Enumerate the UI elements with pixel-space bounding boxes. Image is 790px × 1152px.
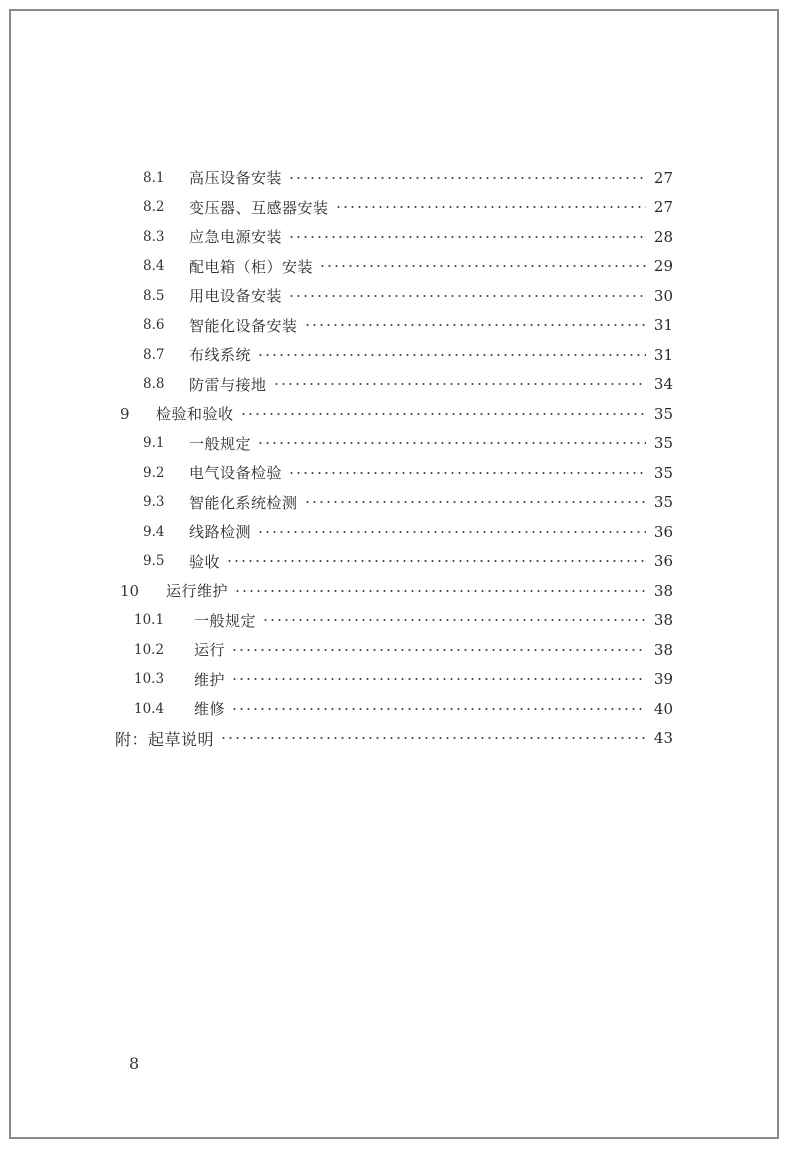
toc-entry-page: 34 xyxy=(653,375,673,394)
toc-leader-dots xyxy=(231,708,646,710)
toc-entry-title: 一般规定 xyxy=(189,434,252,453)
toc-leader-dots xyxy=(257,354,646,356)
toc-leader-dots xyxy=(304,324,646,326)
toc-leader-dots xyxy=(220,737,646,739)
toc-entry-title: 用电设备安装 xyxy=(189,287,283,306)
toc-entry-page: 27 xyxy=(653,168,673,187)
toc-entry-page: 38 xyxy=(653,611,673,630)
toc-entry-title: 布线系统 xyxy=(189,346,252,365)
toc-entry-10-2[interactable] xyxy=(134,635,673,665)
toc-entry-page: 29 xyxy=(653,257,673,276)
toc-entry-number: 8.8 xyxy=(143,376,165,393)
toc-entry-10-1[interactable] xyxy=(134,606,673,636)
toc-entry-page: 38 xyxy=(653,581,673,600)
toc-entry-title: 检验和验收 xyxy=(156,405,234,424)
toc-entry-number: 10.3 xyxy=(134,671,165,688)
toc-entry-number: 9.4 xyxy=(143,523,165,540)
toc-entry-title: 附：起草说明 xyxy=(115,729,215,749)
toc-entry-number: 9.2 xyxy=(143,464,165,481)
toc-leader-dots xyxy=(288,177,646,179)
toc-entry-number: 9.3 xyxy=(143,494,165,511)
toc-entry-page: 35 xyxy=(653,463,673,482)
toc-entry-title: 维修 xyxy=(194,700,226,719)
toc-entry-number: 8.1 xyxy=(143,169,165,186)
toc-entry-appendix[interactable] xyxy=(115,724,673,754)
toc-entry-page: 39 xyxy=(653,670,673,689)
toc-entry-number: 10 xyxy=(120,581,140,600)
toc-entry-page: 35 xyxy=(653,404,673,423)
toc-entry-page: 36 xyxy=(653,552,673,571)
toc-entry-9[interactable] xyxy=(120,399,673,429)
toc-entry-9-2[interactable] xyxy=(143,458,673,488)
toc-leader-dots xyxy=(262,619,646,621)
toc-entry-8-6[interactable] xyxy=(143,311,673,341)
toc-entry-9-3[interactable] xyxy=(143,488,673,518)
toc-entry-8-2[interactable] xyxy=(143,193,673,223)
toc-entry-page: 35 xyxy=(653,493,673,512)
toc-leader-dots xyxy=(231,649,646,651)
toc-leader-dots xyxy=(288,295,646,297)
toc-entry-number: 9 xyxy=(120,404,130,423)
toc-entry-number: 9.1 xyxy=(143,435,165,452)
toc-entry-number: 8.5 xyxy=(143,287,165,304)
toc-entry-page: 35 xyxy=(653,434,673,453)
toc-entry-title: 智能化系统检测 xyxy=(189,493,298,512)
toc-leader-dots xyxy=(273,383,646,385)
toc-entry-10-4[interactable] xyxy=(134,694,673,724)
toc-entry-page: 38 xyxy=(653,640,673,659)
toc-entry-title: 一般规定 xyxy=(194,611,257,630)
toc-entry-number: 10.4 xyxy=(134,700,165,717)
toc-entry-title: 线路检测 xyxy=(189,523,252,542)
toc-entry-title: 运行维护 xyxy=(166,582,229,601)
toc-entry-number: 8.7 xyxy=(143,346,165,363)
toc-entry-title: 防雷与接地 xyxy=(189,375,267,394)
toc-entry-page: 27 xyxy=(653,198,673,217)
toc-entry-title: 高压设备安装 xyxy=(189,169,283,188)
toc-entry-9-4[interactable] xyxy=(143,517,673,547)
toc-entry-page: 40 xyxy=(653,699,673,718)
toc-entry-page: 31 xyxy=(653,316,673,335)
toc-entry-page: 36 xyxy=(653,522,673,541)
toc-leader-dots xyxy=(240,413,646,415)
toc-leader-dots xyxy=(257,531,646,533)
toc-entry-number: 8.2 xyxy=(143,199,165,216)
toc-leader-dots xyxy=(335,206,646,208)
toc-entry-number: 8.6 xyxy=(143,317,165,334)
toc-entry-8-7[interactable] xyxy=(143,340,673,370)
toc-entry-title: 变压器、互感器安装 xyxy=(189,198,329,217)
toc-entry-number: 8.3 xyxy=(143,228,165,245)
toc-entry-title: 验收 xyxy=(189,552,221,571)
toc-leader-dots xyxy=(288,472,646,474)
page-frame xyxy=(9,9,779,1139)
toc-entry-number: 9.5 xyxy=(143,553,165,570)
toc-leader-dots xyxy=(304,501,646,503)
toc-entry-page: 31 xyxy=(653,345,673,364)
toc-entry-title: 配电箱（柜）安装 xyxy=(189,257,314,276)
toc-entry-page: 28 xyxy=(653,227,673,246)
toc-leader-dots xyxy=(226,560,646,562)
toc-entry-9-5[interactable] xyxy=(143,547,673,577)
page-number: 8 xyxy=(129,1054,140,1073)
toc-entry-title: 应急电源安装 xyxy=(189,228,283,247)
toc-entry-8-3[interactable] xyxy=(143,222,673,252)
toc-entry-title: 电气设备检验 xyxy=(189,464,283,483)
toc-entry-number: 8.4 xyxy=(143,258,165,275)
toc-entry-10[interactable] xyxy=(120,576,673,606)
toc-entry-number: 10.2 xyxy=(134,641,165,658)
toc-entry-title: 运行 xyxy=(194,641,226,660)
toc-entry-8-8[interactable] xyxy=(143,370,673,400)
toc-leader-dots xyxy=(234,590,646,592)
toc-leader-dots xyxy=(319,265,646,267)
toc-entry-page: 30 xyxy=(653,286,673,305)
toc-entry-9-1[interactable] xyxy=(143,429,673,459)
toc-entry-10-3[interactable] xyxy=(134,665,673,695)
toc-leader-dots xyxy=(231,678,646,680)
toc-entry-number: 10.1 xyxy=(134,612,165,629)
toc-leader-dots xyxy=(288,236,646,238)
toc-entry-page: 43 xyxy=(653,729,673,748)
toc-entry-8-4[interactable] xyxy=(143,252,673,282)
toc-leader-dots xyxy=(257,442,646,444)
toc-entry-8-1[interactable] xyxy=(143,163,673,193)
toc-entry-title: 维护 xyxy=(194,670,226,689)
toc-entry-8-5[interactable] xyxy=(143,281,673,311)
toc-entry-title: 智能化设备安装 xyxy=(189,316,298,335)
